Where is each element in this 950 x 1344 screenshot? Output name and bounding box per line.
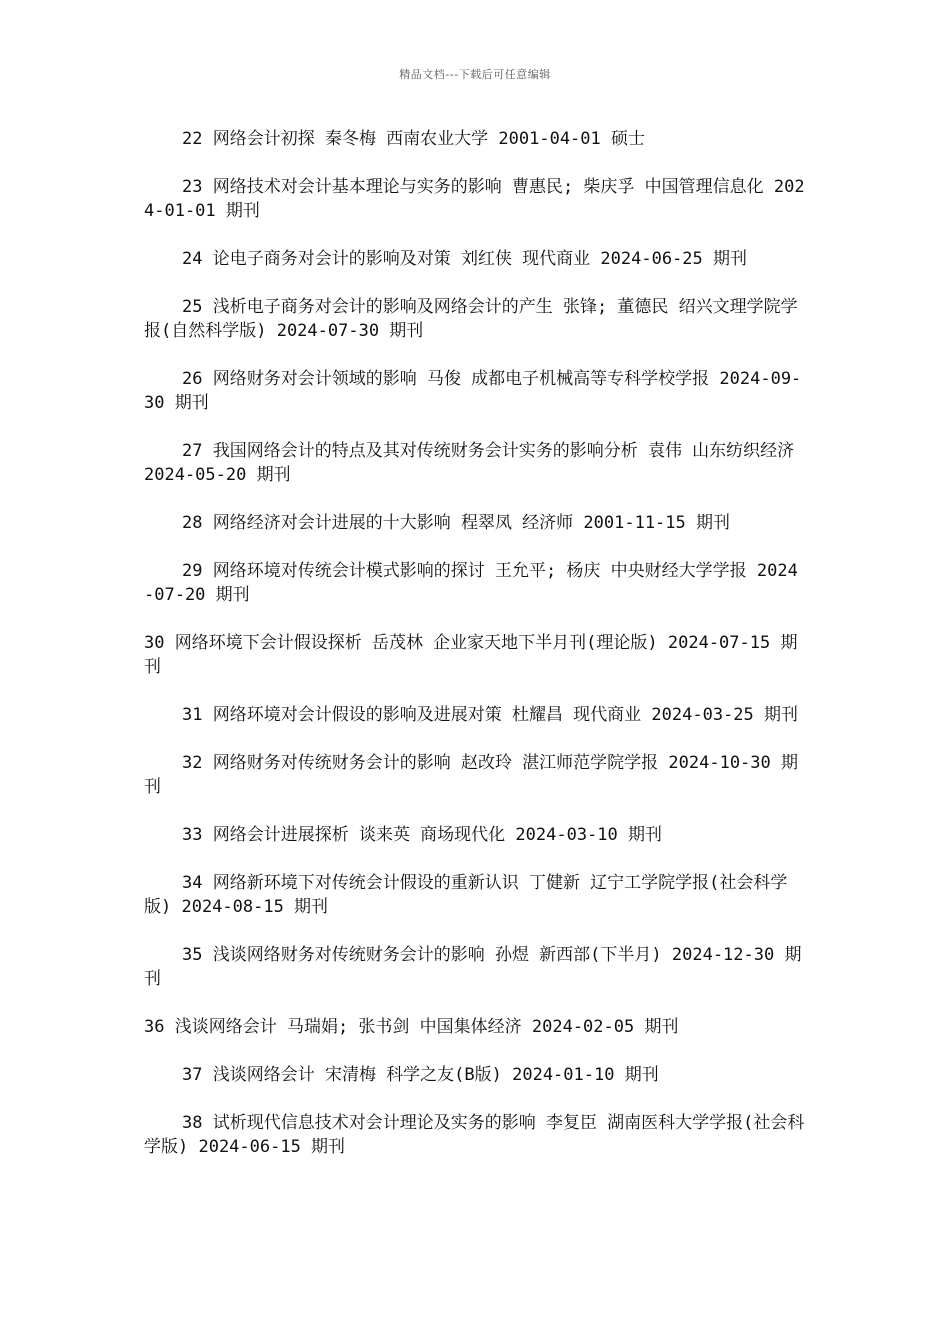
reference-item: 25 浅析电子商务对会计的影响及网络会计的产生 张锋; 董德民 绍兴文理学院学报(自然科学版) 2024-07-30 期刊 (144, 297, 798, 341)
reference-item: 27 我国网络会计的特点及其对传统财务会计实务的影响分析 袁伟 山东纺织经济 2024-05-20 期刊 (144, 441, 805, 485)
reference-item: 37 浅谈网络会计 宋清梅 科学之友(B版) 2024-01-10 期刊 (182, 1065, 659, 1085)
page-header: 精品文档---下载后可任意编辑 (399, 68, 551, 81)
reference-item: 34 网络新环境下对传统会计假设的重新认识 丁健新 辽宁工学院学报(社会科学版) 2024-08-15 期刊 (144, 873, 788, 917)
reference-item: 30 网络环境下会计假设探析 岳茂林 企业家天地下半月刊(理论版) 2024-07-15 期刊 (144, 633, 798, 677)
reference-item: 33 网络会计进展探析 谈来英 商场现代化 2024-03-10 期刊 (182, 825, 662, 845)
reference-item: 31 网络环境对会计假设的影响及进展对策 杜耀昌 现代商业 2024-03-25 期刊 (182, 705, 798, 725)
reference-list (144, 127, 808, 1183)
reference-item: 28 网络经济对会计进展的十大影响 程翠凤 经济师 2001-11-15 期刊 (182, 513, 730, 533)
reference-item: 35 浅谈网络财务对传统财务会计的影响 孙煜 新西部(下半月) 2024-12-30 期刊 (144, 945, 802, 989)
reference-item: 23 网络技术对会计基本理论与实务的影响 曹惠民; 柴庆孚 中国管理信息化 2024-01-01 期刊 (144, 177, 805, 221)
reference-item: 22 网络会计初探 秦冬梅 西南农业大学 2001-04-01 硕士 (182, 129, 645, 149)
reference-item: 32 网络财务对传统财务会计的影响 赵改玲 湛江师范学院学报 2024-10-30 期刊 (144, 753, 798, 797)
reference-item: 26 网络财务对会计领域的影响 马俊 成都电子机械高等专科学校学报 2024-09-30 期刊 (144, 369, 802, 413)
reference-item: 36 浅谈网络会计 马瑞娟; 张书剑 中国集体经济 2024-02-05 期刊 (144, 1017, 679, 1037)
reference-item: 29 网络环境对传统会计模式影响的探讨 王允平; 杨庆 中央财经大学学报 2024-07-20 期刊 (144, 561, 798, 605)
reference-item: 38 试析现代信息技术对会计理论及实务的影响 李复臣 湖南医科大学学报(社会科学版) 2024-06-15 期刊 (144, 1113, 805, 1157)
reference-item: 24 论电子商务对会计的影响及对策 刘红侠 现代商业 2024-06-25 期刊 (182, 249, 747, 269)
